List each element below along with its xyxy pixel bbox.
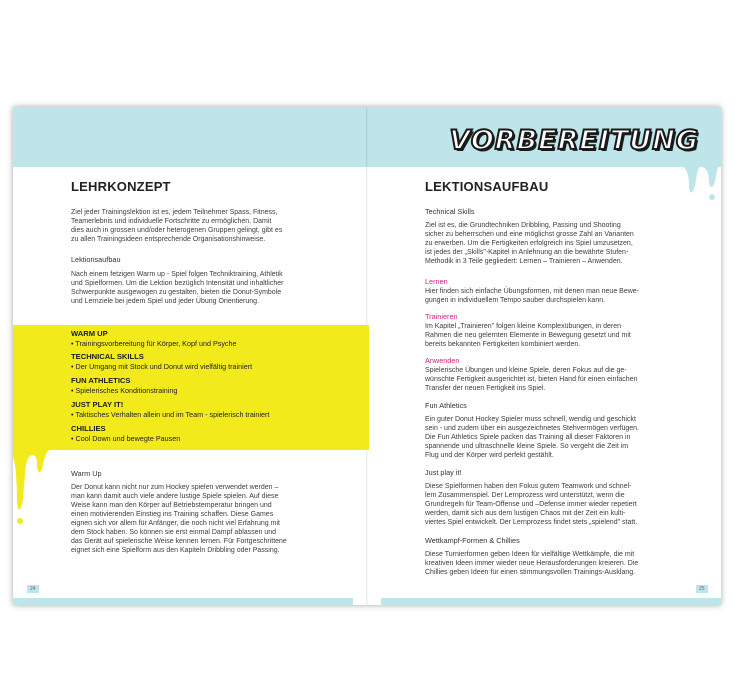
text-line: lem Zusammenspiel. Der Lernprozess wird unterstützt, wenn die: [425, 492, 625, 499]
text-line: Nach einem fetzigen Warm up - Spiel folgen Techniktraining, Athletik: [71, 271, 283, 278]
text-line: Ein guter Donut Hockey Spieler muss schnell, wendig und geschickt: [425, 416, 636, 423]
page-number-left: 24: [27, 585, 39, 593]
text-line: Rahmen die neu gelernten Elemente in Bewegung gesetzt und mit: [425, 332, 631, 339]
text-line: Die Fun Athletics Spiele packen das Training all dieser Faktoren in: [425, 434, 631, 441]
text-line: Ziel ist es, die Grundtechniken Dribbling, Passing und Shooting: [425, 222, 621, 229]
subheading-just-play-it: Just play it!: [425, 468, 462, 477]
text-line: werden, damit sich aus dem lustigen Chaos mit der Zeit ein kulti-: [425, 510, 626, 517]
drip-decoration-right: [673, 159, 721, 209]
left-heading: LEHRKONZEPT: [71, 179, 171, 194]
text-line: und Spielformen. Um die Lektion bezüglich Intensität und inhaltlicher: [71, 280, 284, 287]
bottom-strip-right: [381, 598, 721, 605]
text-line: Im Kapitel „Trainieren" folgen kleine Komplexübungen, in deren: [425, 323, 622, 330]
text-line: Spielerische Übungen und kleine Spiele, deren Fokus auf die ge-: [425, 367, 627, 374]
box-item-fun-athletics: • Spielerisches Konditionstraining: [71, 386, 178, 395]
text-line: Chillies geben Ideen für einen stimmungsvollen Trainings-Ausklang.: [425, 569, 636, 576]
text-line: Der Donut kann nicht nur zum Hockey spielen verwendet werden –: [71, 484, 279, 491]
text-line: Teamerlebnis und individuelle Fortschritte zu ermöglichen. Damit: [71, 218, 272, 225]
box-item-technical-skills: • Der Umgang mit Stock und Donut wird vielfältig trainiert: [71, 362, 253, 371]
subheading-anwenden: Anwenden: [425, 356, 460, 365]
subheading-trainieren: Trainieren: [425, 312, 458, 321]
text-line: sein - und zudem über ein ausgezeichnetes Stehvermögen verfügen.: [425, 425, 640, 432]
box-item-just-play-it: • Taktisches Verhalten allein und im Team - spielerisch trainiert: [71, 410, 270, 419]
text-line: zu allen Trainingsideen entsprechende Organisationshinweise.: [71, 236, 266, 243]
box-title-fun-athletics: FUN ATHLETICS: [71, 376, 131, 385]
text-line: sicher zu beherrschen und eine möglichst grosse Zahl an Varianten: [425, 231, 634, 238]
text-line: viertes Spiel entwickelt. Der Lernprozess findet stets „spielend" statt.: [425, 519, 638, 526]
subheading-lektionsaufbau: Lektionsaufbau: [71, 255, 121, 264]
text-line: einen motivierenden Einstieg ins Training schaffen. Diese Games: [71, 511, 274, 518]
text-line: gungen in individuellem Tempo sauber durchspielen kann.: [425, 297, 606, 304]
text-line: zu erwerben. Um die Fertigkeiten erfolgreich ins Spiel umzusetzen,: [425, 240, 633, 247]
text-line: Diese Turnierformen geben Ideen für vielfältige Wettkämpfe, die mit: [425, 551, 635, 558]
text-line: Transfer der neuen Fertigkeit ins Spiel.: [425, 385, 546, 392]
text-line: Diese Spielformen haben den Fokus gutem Teamwork und schnel-: [425, 483, 632, 490]
section-banner: [449, 120, 699, 160]
text-line: Flug und der Körper wird perfekt gestählt.: [425, 452, 554, 459]
drip-decoration-left: [13, 449, 53, 529]
text-line: eignet sich eine Spielform aus den Kapiteln Dribbling oder Passing.: [71, 547, 280, 554]
text-line: spannende und ultraschnelle kleine Spiele. So vergeht die Zeit im: [425, 443, 629, 450]
text-line: Schwerpunkte ausgewogen zu gestalten, bieten die Donut-Symbole: [71, 289, 282, 296]
text-line: dies auch in grossen und/oder heterogenen Gruppen gelingt, gibt es: [71, 227, 283, 234]
box-item-chillies: • Cool Down und bewegte Pausen: [71, 434, 181, 443]
text-line: Hier finden sich einfache Übungsformen, mit denen man neue Bewe-: [425, 288, 640, 295]
box-title-warm-up: WARM UP: [71, 329, 108, 338]
text-line: man kann damit auch viele andere lustige Spiele spielen. Auf diese: [71, 493, 279, 500]
subheading-warm-up: Warm Up: [71, 469, 102, 478]
subheading-technical-skills: Technical Skills: [425, 207, 475, 216]
text-line: wünschte Fertigkeit ausgerichtet ist, bieten Hand für einen einfachen: [425, 376, 638, 383]
subheading-wettkampf: Wettkampf-Formen & Chillies: [425, 536, 520, 545]
box-title-chillies: CHILLIES: [71, 424, 106, 433]
box-title-technical-skills: TECHNICAL SKILLS: [71, 352, 144, 361]
text-line: kreativen Ideen immer wieder neue Herausforderungen kreieren. Die: [425, 560, 639, 567]
text-line: bereits bekannten Fertigkeiten kombiniert werden.: [425, 341, 581, 348]
text-line: und Lernziele bei jedem Spiel und jeder Übung Orientierung.: [71, 298, 259, 305]
text-line: Grundregeln für Team-Offense und –Defense immer wieder repetiert: [425, 501, 637, 508]
text-line: Ziel jeder Trainingslektion ist es, jedem Teilnehmer Spass, Fitness,: [71, 209, 278, 216]
text-line: dem Stock haben. So können sie erst einmal Dampf ablassen und: [71, 529, 277, 536]
text-line: Methodik in 3 Teile gegliedert: Lernen – Trainieren – Anwenden.: [425, 258, 623, 265]
box-item-warm-up: • Trainingsvorbereitung für Körper, Kopf und Psyche: [71, 339, 237, 348]
subheading-lernen: Lernen: [425, 277, 448, 286]
text-line: das Gerät auf spielerische Weise kennen lernen. Für Fortgeschrittene: [71, 538, 287, 545]
page-number-right: 25: [696, 585, 708, 593]
box-title-just-play-it: JUST PLAY IT!: [71, 400, 124, 409]
subheading-fun-athletics: Fun Athletics: [425, 401, 467, 410]
right-heading: LEKTIONSAUFBAU: [425, 179, 549, 194]
banner-title: VORBEREITUNG: [449, 124, 699, 156]
text-line: Weise kann man den Körper auf Betriebstemperatur bringen und: [71, 502, 272, 509]
bottom-strip-left: [13, 598, 353, 605]
text-line: eignen sich vor allem für Anfänger, die noch nicht viel Erfahrung mit: [71, 520, 280, 527]
book-spread: [13, 107, 721, 605]
text-line: ist jedes der „Skills"-Kapitel in Anlehnung an die bewährte Stufen-: [425, 249, 629, 256]
